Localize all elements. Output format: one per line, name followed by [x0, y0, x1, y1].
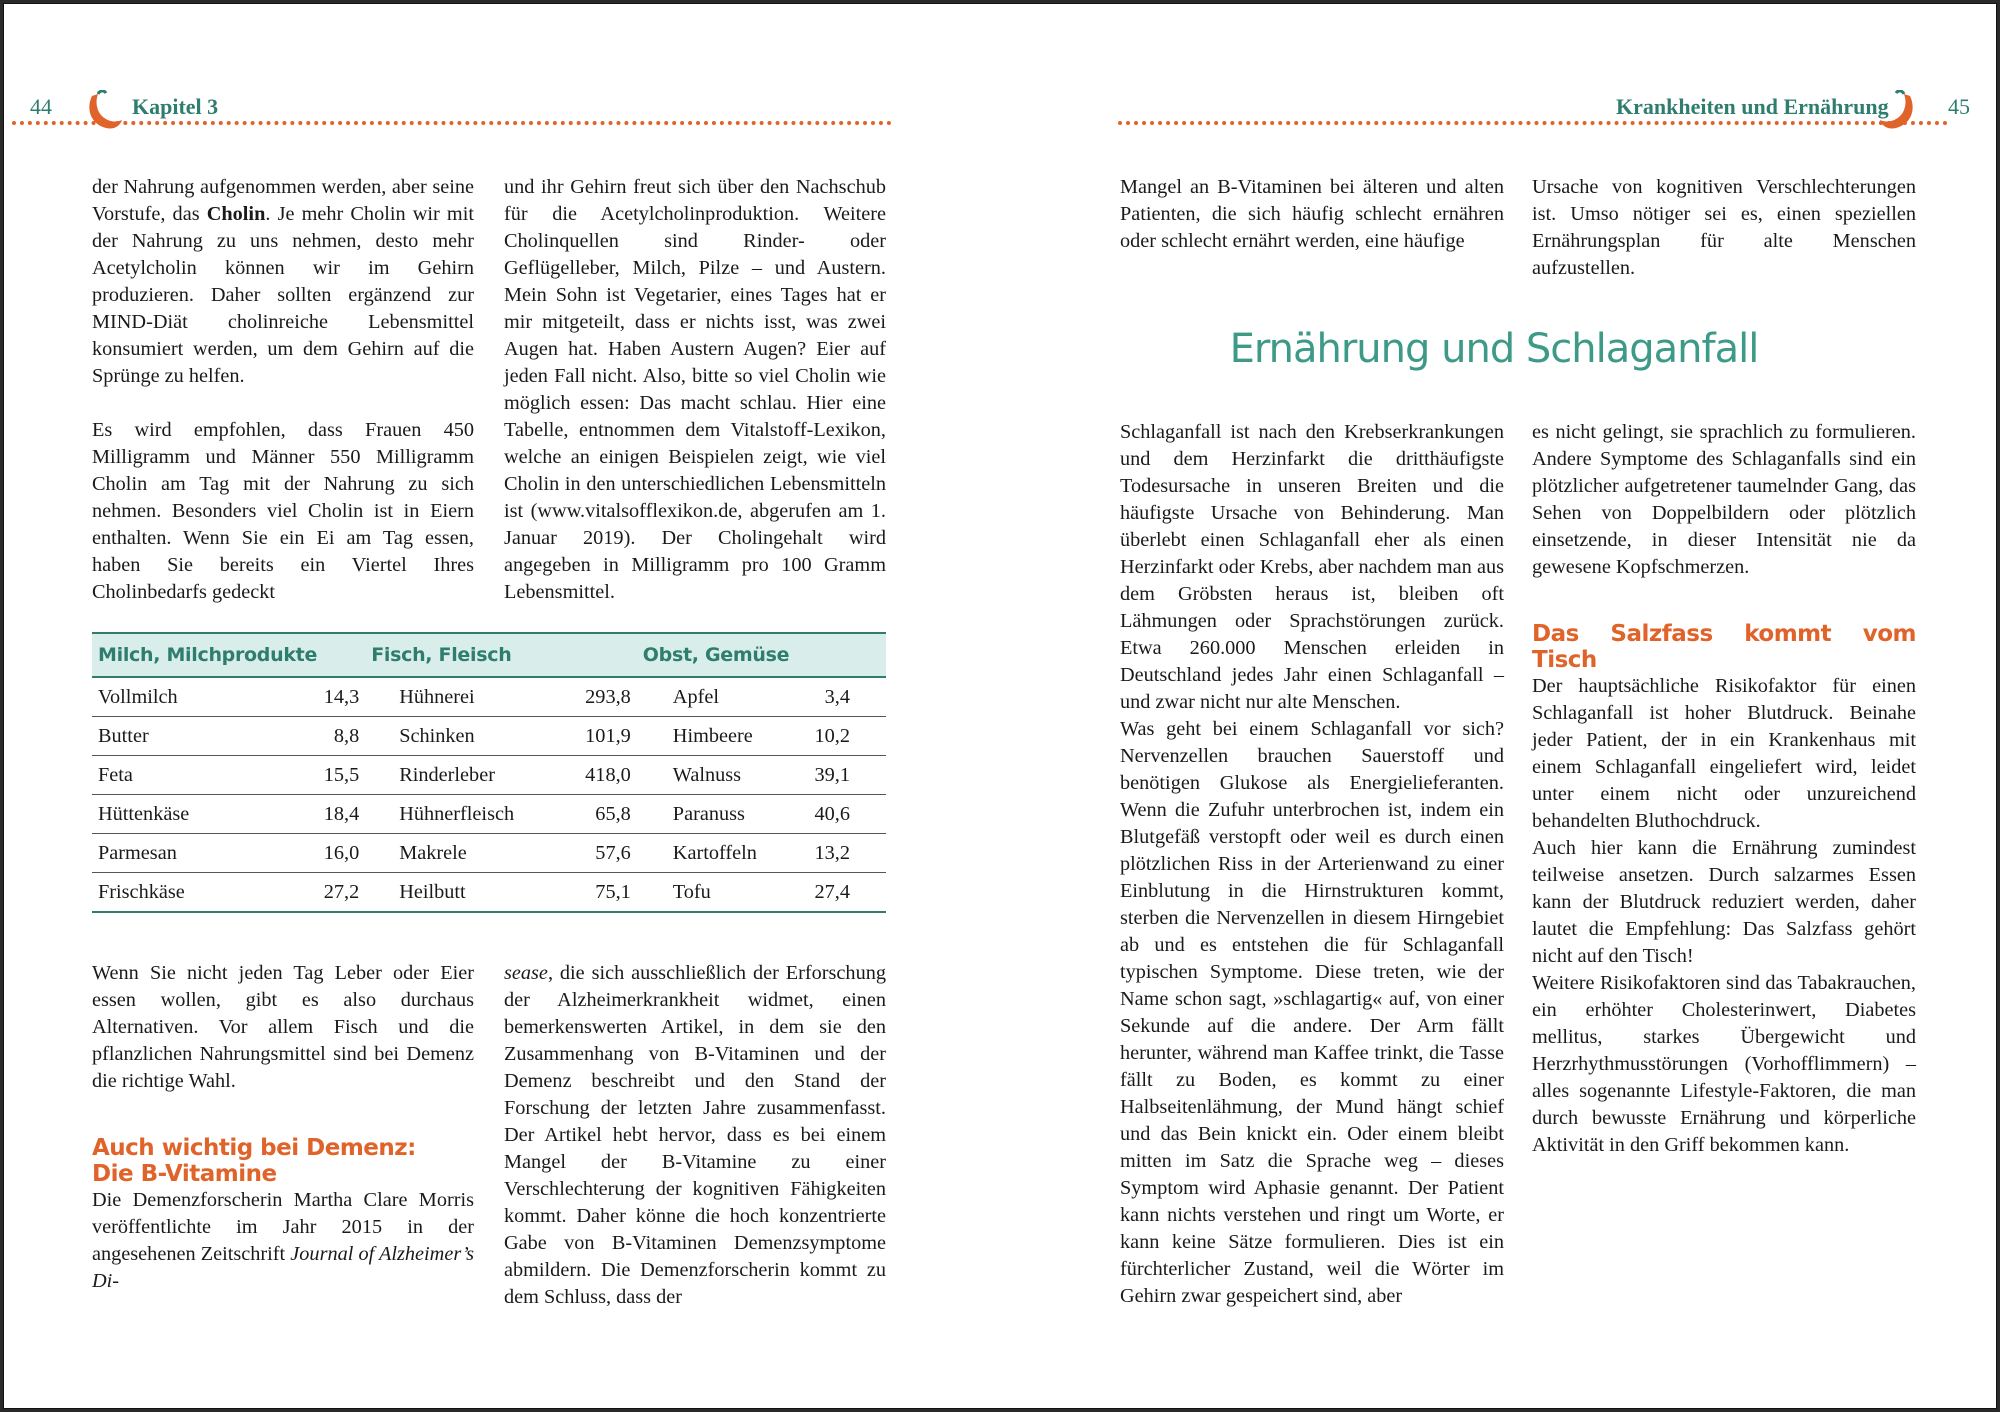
left-column-2-lower	[504, 960, 886, 1311]
table-cell: 13,2	[809, 834, 887, 873]
table-cell: Butter	[92, 717, 254, 756]
table-cell: Frischkäse	[92, 873, 254, 913]
table-cell: Tofu	[637, 873, 809, 913]
paragraph: Ursache von kognitiven Verschlechterungen ist. Umso nötiger sei es, einen speziellen Ernährungsplan für alte Menschen aufzustellen.	[1532, 176, 1916, 279]
table-cell: Himbeere	[637, 717, 809, 756]
chili-pepper-icon	[84, 90, 124, 132]
table-cell: Vollmilch	[92, 677, 254, 717]
right-column-2-top	[1532, 174, 1916, 282]
table-cell: 75,1	[555, 873, 637, 913]
page-number-left: 44	[30, 94, 52, 119]
table-cell: Paranuss	[637, 795, 809, 834]
paragraph: Der hauptsächliche Risikofaktor für einen Schlaganfall ist hoher Blutdruck. Beinahe jeder Patient, der in ein Krankenhaus mit einem Schlaganfall eingeliefert wird, leidet unter einem nicht oder unzureichend behandelten Bluthochdruck.	[1532, 675, 1916, 832]
table-cell: Kartoffeln	[637, 834, 809, 873]
paragraph: Schlaganfall ist nach den Krebserkrankungen und dem Herzinfarkt die dritthäufigste Todesursache in unseren Breiten und die häufigste Ursache von Behinderung. Man überlebt einen Schlaganfall eher als einen Herzinfarkt oder Krebs, aber nachdem man aus dem Gröbsten heraus ist, bleiben oft Lähmungen oder Sprachstörungen zurück. Etwa 260.000 Menschen erleiden in Deutschland jedes Jahr einen Schlaganfall – und zwar nicht nur alte Menschen.	[1120, 421, 1504, 713]
table-cell: 27,4	[809, 873, 887, 913]
paragraph: Mangel an B-Vitaminen bei älteren und alten Patienten, die sich häufig schlecht ernähren oder schlecht ernährt werden, eine häufige	[1120, 176, 1504, 252]
table-row	[92, 717, 886, 756]
table-cell: Parmesan	[92, 834, 254, 873]
paragraph: Es wird empfohlen, dass Frauen 450 Milligramm und Männer 550 Milligramm Cholin am Tag mit der Nahrung zu sich nehmen. Besonders viel Cholin ist in Eiern enthalten. Wenn Sie ein Ei am Tag essen, haben Sie bereits ein Viertel Ihres Cholinbedarfs gedeckt	[92, 419, 474, 603]
right-column-1-top	[1120, 174, 1504, 255]
paragraph: der Nahrung aufgenommen werden, aber seine Vorstufe, das Cholin. Je mehr Cholin wir mit der Nahrung zu uns nehmen, desto mehr Acetylcholin können wir im Gehirn produzieren. Daher sollten ergänzend zur MIND-Diät cholinreiche Lebensmittel konsumiert werden, um dem Gehirn auf die Sprünge zu helfen.	[92, 176, 474, 387]
paragraph: Was geht bei einem Schlaganfall vor sich? Nervenzellen brauchen Sauerstoff und benötigen Glukose als Energielieferanten. Wenn die Zufuhr unterbrochen ist, indem ein Blutgefäß verstopft oder weil es durch einen plötzlichen Riss in der Arterienwand zu einer Einblutung in die Hirnstrukturen kommt, sterben die Nervenzellen in diesem Hirngebiet ab und es entstehen die für Schlaganfall typischen Symptome. Diese treten, wie der Name schon sagt, »schlagartig« auf, von einer Sekunde auf die andere. Der Arm fällt herunter, während man Kaffee trinkt, die Tasse fällt zu Boden, es kommt zu einer Halbseitenlähmung, der Mund hängt schief und das Bein knickt ein. Oder einem bleibt mitten im Satz die Sprache weg – dieses Symptom wird Aphasie genannt. Der Patient kann nichts verstehen und ringt um Worte, er kann keine Sätze formulieren. Dies ist ein fürchterlicher Zustand, weil die Wörter im Gehirn zwar gespeichert sind, aber	[1120, 718, 1504, 1307]
choline-table	[92, 632, 886, 913]
table-header-row	[92, 633, 886, 677]
table-cell: 16,0	[254, 834, 366, 873]
table-cell: 27,2	[254, 873, 366, 913]
section-title: Ernährung und Schlaganfall	[1229, 326, 1759, 372]
right-column-2	[1532, 419, 1916, 1159]
left-column-1-lower	[92, 960, 474, 1295]
table-cell: Walnuss	[637, 756, 809, 795]
running-title: Krankheiten und Ernährung	[1616, 94, 1889, 119]
table-cell: 40,6	[809, 795, 887, 834]
table-cell: Hühnerfleisch	[365, 795, 555, 834]
table-cell: 57,6	[555, 834, 637, 873]
table-cell: 418,0	[555, 756, 637, 795]
table-row	[92, 756, 886, 795]
table-cell: 293,8	[555, 677, 637, 717]
paragraph: es nicht gelingt, sie sprachlich zu formulieren. Andere Symptome des Schlaganfalls sind ein plötzlicher aufgetretener taumelnder Gang, das Sehen von Doppelbildern oder plötzlich einsetzende, in dieser Intensität nie da gewesene Kopfschmerzen.	[1532, 421, 1916, 578]
table-header: Milch, Milchprodukte	[92, 633, 365, 677]
table-row	[92, 873, 886, 913]
paragraph: Weitere Risikofaktoren sind das Tabakrauchen, ein erhöhter Cholesterinwert, Diabetes mellitus, starkes Übergewicht und Herzrhythmusstörungen (Vorhofflimmern) – alles sogenannte Lifestyle-Faktoren, die man durch bewusste Ernährung und körperliche Aktivität in den Griff bekommen kann.	[1532, 972, 1916, 1156]
chapter-header: Kapitel 3	[132, 94, 219, 119]
table-row	[92, 795, 886, 834]
table-row	[92, 677, 886, 717]
subheading-salzfass: Das Salzfass kommt vom Tisch	[1532, 621, 1916, 673]
table-cell: Heilbutt	[365, 873, 555, 913]
table-cell: 65,8	[555, 795, 637, 834]
table-cell: 18,4	[254, 795, 366, 834]
table-cell: Makrele	[365, 834, 555, 873]
table-cell: Hüttenkäse	[92, 795, 254, 834]
left-column-1-top	[92, 174, 474, 606]
table-cell: 15,5	[254, 756, 366, 795]
paragraph: Auch hier kann die Ernährung zumindest teilweise ansetzen. Durch salzarmes Essen kann der Blutdruck reduziert werden, daher lautet die Empfehlung: Das Salzfass gehört nicht auf den Tisch!	[1532, 837, 1916, 967]
paragraph: Wenn Sie nicht jeden Tag Leber oder Eier essen wollen, gibt es also durchaus Alternativen. Vor allem Fisch und die pflanzlichen Nahrungsmittel sind bei Demenz die richtige Wahl.	[92, 962, 474, 1092]
right-column-1	[1120, 419, 1504, 1310]
table-header: Obst, Gemüse	[637, 633, 886, 677]
table-cell: 10,2	[809, 717, 887, 756]
header-rule-left	[12, 121, 892, 125]
table-cell: Schinken	[365, 717, 555, 756]
table-cell: Rinderleber	[365, 756, 555, 795]
chili-pepper-icon-right	[1878, 90, 1918, 132]
table-row	[92, 834, 886, 873]
paragraph: Die Demenzforscherin Martha Clare Morris veröffentlichte im Jahr 2015 in der angesehenen Zeitschrift Journal of Alzheimer’s Di-	[92, 1189, 474, 1292]
table-cell: Feta	[92, 756, 254, 795]
paragraph: sease, die sich ausschließlich der Erforschung der Alzheimerkrankheit widmet, einen bemerkenswerten Artikel, in dem sie den Zusammenhang von B-Vitaminen und der Demenz beschreibt und den Stand der Forschung der letzten Jahre zusammenfasst. Der Artikel hebt hervor, dass es bei einem Mangel der B-Vitamine zu einer Verschlechterung der kognitiven Fähigkeiten kommt. Daher könne die hoch konzentrierte Gabe von B-Vitaminen Demenzsymptome abmildern. Die Demenzforscherin kommt zu dem Schluss, dass der	[504, 962, 886, 1308]
table-cell: 14,3	[254, 677, 366, 717]
table-cell: 3,4	[809, 677, 887, 717]
table-cell: Hühnerei	[365, 677, 555, 717]
table-cell: 101,9	[555, 717, 637, 756]
book-spread	[3, 3, 1997, 1409]
subheading-b-vitamine	[92, 1135, 474, 1187]
page-number-right: 45	[1948, 94, 1970, 119]
table-header: Fisch, Fleisch	[365, 633, 637, 677]
table-cell: 39,1	[809, 756, 887, 795]
table-cell: 8,8	[254, 717, 366, 756]
subheading-line: Auch wichtig bei Demenz:	[92, 1135, 416, 1161]
table-cell: Apfel	[637, 677, 809, 717]
left-column-2-top	[504, 174, 886, 606]
paragraph: und ihr Gehirn freut sich über den Nachschub für die Acetylcholinproduktion. Weitere Cholinquellen sind Rinder- oder Geflügelleber, Milch, Pilze – und Austern. Mein Sohn ist Vegetarier, eines Tages hat er mir mitgeteilt, dass er nichts isst, was zwei Augen hat. Haben Austern Augen? Eier auf jeden Fall nicht. Also, bitte so viel Cholin wie möglich essen: Das macht schlau. Hier eine Tabelle, entnommen dem Vitalstoff-Lexikon, welche an einigen Beispielen zeigt, wie viel Cholin in den unterschiedlichen Lebensmitteln ist (www.vitalsofflexikon.de, abgerufen am 1. Januar 2019). Der Cholingehalt wird angegeben in Milligramm pro 100 Gramm Lebensmittel.	[504, 176, 886, 603]
subheading-line: Die B-Vitamine	[92, 1161, 277, 1187]
header-rule-right	[1118, 121, 1948, 125]
